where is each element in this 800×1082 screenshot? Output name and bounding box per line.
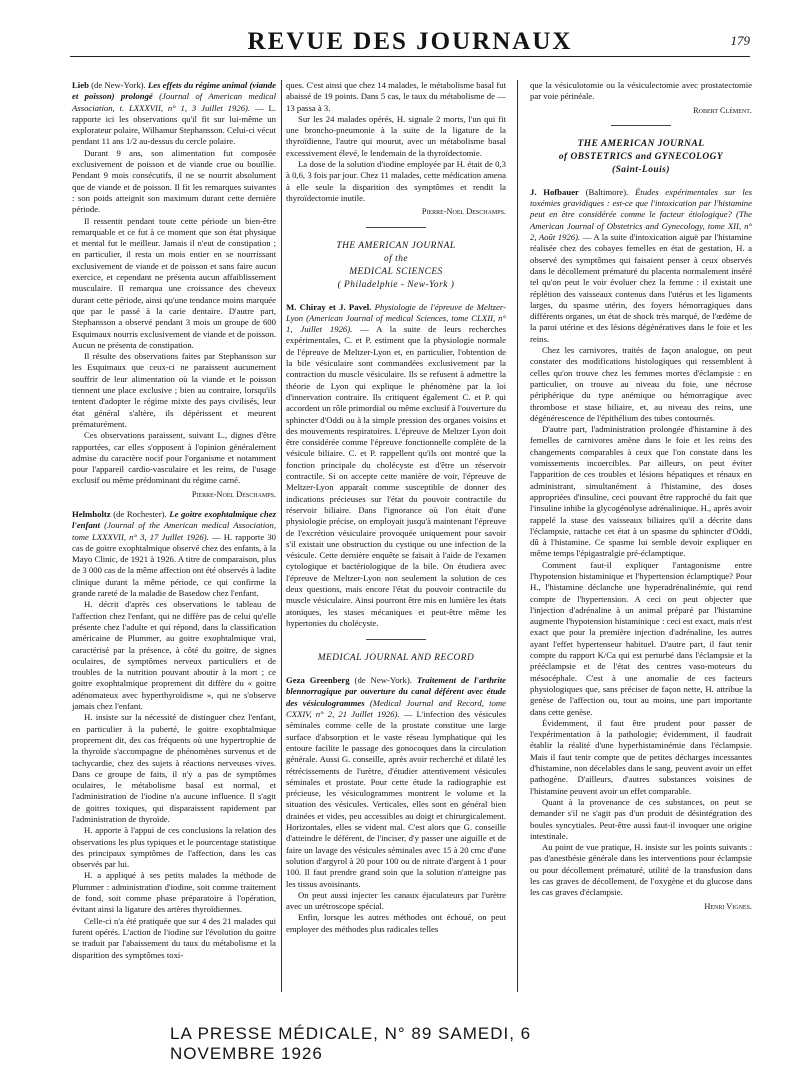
paragraph: Ces observations paraissent, suivant L., dignes d'être rapportées, car elles s'opposent à l'opinion généralement admise du caractère nocif pour l'organisme et notamment pour l'appareil cardio-vasculaire et les reins, de l'usage exclusif ou même prédominant du régime carné.	[72, 430, 276, 486]
paragraph: Sur les 24 malades opérés, H. signale 2 morts, l'un qui fit une broncho-pneumonie à la suite de la ligature de la thyroïdienne, l'autre qui mourut, avec un métabolisme basal excessivement élevé, le lendemain de la thyroïdectomie.	[286, 113, 506, 158]
citation: (Journal of the American medical Association, tome LXXXVII, n° 3, 17 Juillet 1926).	[72, 520, 276, 542]
paragraph: ques. C'est ainsi que chez 14 malades, le métabolisme basal fut abaissé de 19 points. Dans 5 cas, le taux du métabolisme de — 13 passa à 3.	[286, 80, 506, 113]
section-heading-line: (Saint-Louis)	[611, 164, 671, 175]
citation: (The American Journal of Obstetrics and Gynecology, tome XII, n° 2, Août 1926).	[530, 209, 752, 243]
author: Lieb	[72, 80, 89, 90]
column-divider	[281, 80, 282, 992]
page-header	[70, 22, 750, 57]
author: Helmholtz	[72, 508, 111, 519]
running-title: REVUE DES JOURNAUX	[247, 28, 573, 55]
column-right	[530, 80, 752, 921]
paragraph: H. décrit d'après ces observations le tableau de l'affection chez l'enfant, qui ne diffère pas de celui qu'elle présente chez l'adulte et qui répond, dans la classification américaine de Plummer, au goitre exophtalmique vrai, caractérisé par la présence, à côté du goitre, de signes oculaires, de symptômes nerveux particuliers et de troubles de la nutrition pouvant aboutir à la mort ; ce goitre exophtalmique proprement dit diffère du « goitre adénomateux avec hyperthyroïdisme », qui ne s'observe jamais chez l'enfant.	[72, 599, 276, 712]
paragraph: Enfin, lorsque les autres méthodes ont échoué, on peut employer des méthodes plus radicales telles	[286, 912, 506, 934]
paragraph: H. insiste sur la nécessité de distinguer chez l'enfant, en particulier à la puberté, le goitre exophtalmique proprement dit, des cas fréquents où une hypertrophie de la thyroïde s'accompagne de phénomènes survenus et de tachycardie, chez des sujets à réactions nerveuses vives. Dans ce groupe de faits, il n'y a pas de symptômes oculaires, le métabolisme basal est normal, et l'administration de l'iodine n'a aucune influence. Il s'agit de goitres toxiques, qui disparaissent rapidement par l'administration de thyroïde.	[72, 712, 276, 824]
column-left	[72, 80, 276, 961]
paragraph: On peut aussi injecter les canaux éjaculateurs par l'urètre avec un urétroscope spécial.	[286, 889, 506, 912]
article-title: Études expérimentales sur les toxémies gravidiques : est-ce que l'intoxication par l'histamine peut en être considérée comme le facteur étiologique?	[530, 186, 752, 220]
citation: (Medical Journal and Record, tome CXXIV, n° 2, 21 Juillet 1926).	[286, 697, 506, 720]
section-heading-line: THE AMERICAN JOURNAL	[336, 240, 456, 251]
author-place: (de New-York).	[88, 80, 148, 90]
article-greenberg	[286, 675, 506, 890]
article-helmholtz	[72, 509, 276, 599]
author-place: (de New-York).	[349, 675, 417, 686]
signature: Pierre-Noel Deschamps.	[191, 489, 276, 499]
paragraph: que la vésiculotomie ou la vésiculectomie avec prostatectomie par voie périnéale.	[530, 80, 752, 102]
paragraph: D'autre part, l'administration prolongée d'histamine à des femelles de carnivores amène dans le foie et les reins des changements comparables à ceux que l'on constate dans les vomissements incoercibles. Par ailleurs, on peut éviter l'apparition de ces troubles et lésions hépatiques et rénaux en administrant, simultanément à l'histamine, des doses appropriées d'insuline, ceci pouvant être rapproché du fait que l'insuline inhibe la glycogénolyse adrénalinique. H., après avoir rappelé la stase des vaisseaux biliaires qu'il a décrite dans l'éclampsie, rattache cet état à un spasme du sphincter d'Oddi, dû à l'histamine. Ce spasme lui semble devoir expliquer en même temps l'épigastralgie pré-éclamptique.	[530, 424, 752, 559]
paragraph: — L'infection des vésicules séminales comme celle de la prostate constitue une large surface d'absorption et le vaste réseau lymphatique qui les entoure facilite le passage des gonocoques dans la circulation générale. Aussi G. conseille, après avoir recherché et dilaté les rétrécissements de l'urètre, d'étudier attentivement vésicules séminales et prostate. Pour cette étude la radiographie est précieuse, les vésiculogrammes montrent le volume et la situation des vésicules. Verticales, elles sont en général bien drainées et vides, peu accessibles au doigt et chirurgicalement. Horizontales, elles se vident mal. C'est alors que G. conseille d'atteindre le déférent, de l'inciser, d'y passer une aiguille et de faire un lavage des vésicules séminales avec 15 à 20 cmc d'une solution d'argyrol à 20 pour 100 ou de nitrate d'argent à 1 pour 100. Il faut prendre grand soin que la solution n'atteigne pas les tissus avoisinants.	[286, 709, 506, 889]
paragraph: Chez les carnivores, traités de façon analogue, on peut constater des modifications histologiques qui ressemblent à celles qu'on trouve chez les femmes mortes d'éclampsie : en particulier, on trouve au niveau du foie, une nécrose périphérique du type anémique ou hémorragique avec thrombose et stase biliaire, et, au niveau des reins, une dégénérescence de l'épithélium des tubes contournés.	[530, 345, 752, 423]
section-rule	[611, 125, 671, 126]
citation: (Journal of American medical Association, t. LXXXVII, n° 1, 3 Juillet 1926).	[72, 91, 277, 113]
paragraph: Il résulte des observations faites par Stephansson sur les Esquimaux que ceux-ci ne paraissent aucunement souffrir de leur alimentation où la viande et le poisson tiennent une place exclusive ; bien au contraire, lorsqu'ils tentent d'adopter le régime mixte des pays civilisés, leur état général s'altère, ils dépérissent et meurent prématurément.	[72, 351, 276, 429]
article-title: Traitement de l'arthrite blennorragique par ouverture du canal déférent avec étude des vésiculogrammes	[286, 675, 506, 708]
article-title: Le goitre exophtalmique chez l'enfant	[72, 508, 276, 531]
paragraph: — A la suite d'intoxication aiguë par l'histamine réalisée chez des cobayes femelles en état de gestation, H. a observé des symptômes qui faisaient penser à ceux observés dans le décollement prématuré du placenta normalement inséré tel qu'on peut le voir évoluer chez la femme : il existait une réplétion des vaisseaux contenus dans l'utérus et les ligaments larges, du spasme utérin, des foyers hémorragiques dans différents organes, un état de shock très marqué, de l'œdème de la paroi utérine et des lésions dégénératives dans le foie et les reins.	[530, 232, 752, 344]
section-rule	[366, 639, 426, 640]
paragraph: La dose de la solution d'iodine employée par H. était de 0,3 à 0,6, 3 fois par jour. Chez 11 malades, cette médication amena à elle seule la disparition des symptômes et rendit la thyroïdectomie inutile.	[286, 159, 506, 203]
author: Geza Greenberg	[286, 675, 350, 686]
article-hofbauer	[530, 187, 752, 345]
paragraph: Comment faut-il expliquer l'antagonisme entre l'hypotension histaminique et l'hypertension éclamptique? Pour H., l'histamine déclanche une hyperadrénalinémie, qui rend compte de l'hypertension. A ceci on peut objecter que l'injection d'adrénaline à un animal préparé par l'histamine augmente l'hypotension histaminique : ceci est exact, mais n'est exact que pour la première injection d'adrénaline, les autres ayant l'effet hypertenseur habituel. D'autre part, il faut tenir compte du rapport K/Ca qui est perturbé dans l'éclampsie et la prééclampsie et de l'état des centres vaso-moteurs du mésocéphale. C'est à une anomalie de ces facteurs physiologiques que, sans préciser de façon nette, H. attribue la genèse de l'affection ou, tout au moins, une part importante dans cette genèse.	[530, 559, 752, 717]
column-middle	[286, 80, 506, 935]
paragraph: H. apporte à l'appui de ces conclusions la relation des observations les plus typiques et le pourcentage statistique des principaux symptômes de l'affection, dans les cas observés par lui.	[72, 825, 276, 870]
section-rule	[366, 227, 426, 228]
article-title: Physiologie de l'épreuve de Meltzer-Lyon	[286, 301, 506, 323]
article-lieb	[72, 80, 276, 148]
paragraph: Il ressentit pendant toute cette période un bien-être remarquable et ce fut à ce moment que son état physique et mental fut le meilleur. Jamais il n'eut de constipation ; en particulier, il resta un mois entier en se nourrissant exclusivement de viande et de poisson et sans faire aucun exercice, et cependant ne présenta aucun affaiblissement musculaire. Il remarqua une croissance des cheveux durant cette période, ainsi qu'une tendance moins marquée que par le passé à la carie dentaire. D'autre part, Stephansson a observé pendant 3 mois un groupe de 600 Esquimaux nourris exclusivement de viande et de poisson. Aucun ne présenta de constipation.	[72, 215, 276, 350]
signature: Robert Clément.	[693, 105, 752, 115]
signature: Pierre-Noel Deschamps.	[421, 207, 506, 217]
author-place: (Baltimore).	[578, 186, 635, 197]
section-heading-line: of the	[383, 253, 409, 264]
paragraph: — H. rapporte 30 cas de goitre exophtalmique observé chez des enfants, à la Mayo Clinic, de 1921 à 1926. A titre de comparaison, plus de 3 000 cas de la même affection ont été observés à ladite clinique durant la même période, ce qui confirme la grande rareté de la maladie de Basedow chez l'enfant.	[72, 531, 277, 599]
paragraph: Durant 9 ans, son alimentation fut composée exclusivement de poisson et de viande crue ou bouillie. Pendant 9 mois consécutifs, il ne se nourrit absolument que de viande et de poisson. Il fit les remarques suivantes : son poids atteignit son maximum durant cette dernière période.	[72, 147, 276, 215]
section-heading	[286, 240, 506, 292]
page-footer: LA PRESSE MÉDICALE, N° 89 SAMEDI, 6 NOVEMBRE 1926	[170, 1024, 532, 1063]
section-heading: MEDICAL JOURNAL AND RECORD	[317, 653, 475, 664]
citation: (American Journal of medical Sciences, tome CLXII, n° 1, Juillet 1926).	[286, 312, 506, 335]
page-number: 179	[730, 33, 750, 48]
paragraph: — A la suite de leurs recherches expérimentales, C. et P. estiment que la physiologie normale de l'épreuve de Meltzer-Lyon et, en particulier, l'obtention de la bile vésiculaire sont commandées exclusivement par la contraction du muscle vésiculaire. Ils se refusent à admettre la théorie de Lyon qui explique le phénomène par la loi d'innervation contraire. Ils critiquent également C. et P. qui accordent un rôle primordial ou même exclusif à l'ouverture du sphincter d'Oddi ou à la simple pression des organes voisins et des mouvements respiratoires. L'épreuve de Meltzer Lyon doit être considérée comme l'épreuve fonctionnelle complète de la vésicule biliaire. C. et P. rappellent qu'ils ont montré que la fonction principale du cholécyste est d'être un réservoir contractile. Si on accepte cette manière de voir, l'épreuve de Meltzer-Lyon apparaît comme susceptible de donner des indications précieuses sur l'état du pouvoir contractile du réservoir biliaire. Dans l'ignorance où l'on était d'une physiologie précise, on employait jusqu'à maintenant l'épreuve de l'excrétion vésiculaire provoquée uniquement pour savoir s'il existait une obstruction du cystique ou une infection de la vésicule. Cette dernière enquête se faisait à l'aide de l'examen cytologique et bactériologique de la bile. On étudiera avec l'épreuve de Meltzer-Lyon non seulement la solution de ces deux questions, mais encore l'état du pouvoir contractile du muscle vésiculaire. Ainsi pourront être mis en lumière les états atoniques, les stases mécaniques et peut-être même les hypertonies du cholécyste.	[286, 324, 507, 628]
section-heading	[530, 138, 752, 177]
paragraph: — L. rapporte ici les observations qu'il fit sur lui-même un explorateur polaire, Wilhamur Stephansson. Celui-ci vécut pendant 11 ans 1/2 au-dessus du cercle polaire.	[72, 102, 276, 147]
author-place: (de Rochester).	[110, 508, 170, 519]
paragraph: H. a appliqué à ses petits malades la méthode de Plummer : administration d'iodine, soit comme traitement de fond, soit comme phase préparatoire à l'opération, évitant ainsi la ligature des artères thyroïdiennes.	[72, 870, 276, 915]
author: J. Hofbauer	[530, 186, 579, 197]
column-divider	[517, 80, 518, 992]
paragraph: Celle-ci n'a été pratiquée que sur 4 des 21 malades qui furent opérés. L'action de l'iodine sur l'évolution du goitre se traduit par l'abaissement du taux du métabolisme et la disparition des symptômes toxi-	[72, 915, 276, 960]
section-heading-line: THE AMERICAN JOURNAL	[577, 138, 705, 149]
paragraph: Évidemment, il faut être prudent pour passer de l'expérimentation à la pathologie; évidemment, il faudrait établir la réalité d'une hyperhistaminémie dans l'éclampsie. Mais il faut tenir compte que de petites décharges incessantes d'histamine, non décelables dans le sang, peuvent avoir un effet pathogène. D'ailleurs, d'autres substances voisines de l'histamine peuvent avoir un effet comparable.	[530, 717, 752, 796]
author: M. Chiray et J. Pavel.	[286, 301, 372, 312]
section-heading-line: MEDICAL SCIENCES	[349, 266, 443, 277]
article-title: Les effets du régime animal (viande et poisson) prolongé	[72, 80, 276, 102]
section-heading-line: ( Philadelphie - New-York )	[337, 279, 455, 290]
section-heading-line: of OBSTETRICS and GYNECOLOGY	[558, 151, 724, 162]
paragraph: Quant à la provenance de ces substances, on peut se demander s'il ne s'agit pas d'un produit de désintégration des boules syncytiales. Peut-être aussi faut-il invoquer une origine intestinale.	[530, 796, 752, 841]
signature: Henri Vignes.	[704, 901, 752, 911]
paragraph: Au point de vue pratique, H. insiste sur les points suivants : pas d'anesthésie générale dans les interventions pour éclampsie ou pour décollement prématuré, utilité de la transfusion dans les cas graves de décollement, de l'oxygène et du glucose dans les cas graves d'éclampsie.	[530, 842, 752, 898]
article-chiray	[286, 302, 506, 630]
